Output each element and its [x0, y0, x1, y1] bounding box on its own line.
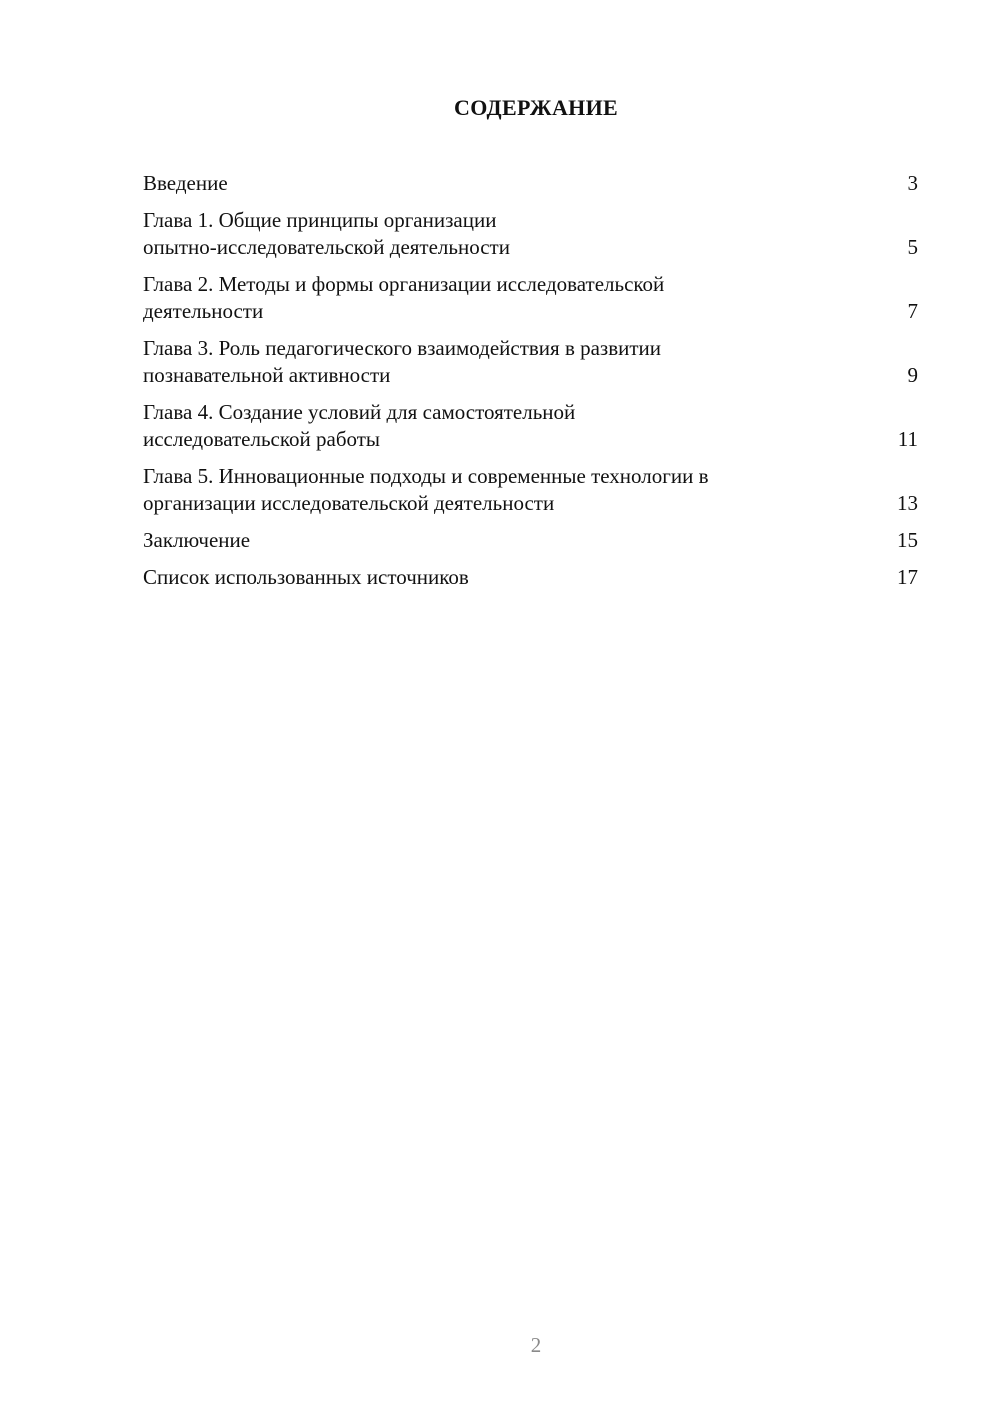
toc-entry-label-line: организации исследовательской деятельности [143, 491, 555, 515]
toc-entry-label [143, 271, 664, 325]
toc-entry-chapter-3 [143, 335, 918, 389]
toc-entry-references [143, 564, 918, 591]
toc-entry-label-line: Глава 3. Роль педагогического взаимодействия в развитии [143, 336, 662, 360]
toc-entry-page: 11 [897, 427, 918, 451]
toc-entry-label-line: Глава 1. Общие принципы организации [143, 208, 497, 232]
toc-entry-label [143, 399, 575, 453]
toc-entry-label [143, 335, 661, 389]
toc-entry-label-line: Список использованных источников [143, 565, 469, 589]
toc-entry-label-line: исследовательской работы [143, 427, 381, 451]
toc-entry-page: 7 [907, 299, 918, 323]
toc-entry-page: 5 [907, 235, 918, 259]
toc-entry-page: 13 [897, 491, 918, 515]
toc-entry-page: 9 [907, 363, 918, 387]
toc-entry-label-line: Введение [143, 171, 228, 195]
table-of-contents [143, 170, 918, 601]
toc-entry-conclusion [143, 527, 918, 554]
toc-entry-label-line: опытно-исследовательской деятельности [143, 235, 510, 259]
toc-entry-label [143, 463, 709, 517]
toc-entry-label-line: Глава 2. Методы и формы организации исследовательской [143, 272, 665, 296]
page-title: СОДЕРЖАНИЕ [454, 95, 618, 120]
toc-entry-label-line: познавательной активности [143, 363, 391, 387]
toc-entry-chapter-2 [143, 271, 918, 325]
toc-entry-page: 15 [897, 528, 918, 552]
toc-entry-introduction [143, 170, 918, 197]
toc-entry-label [143, 170, 228, 197]
toc-entry-chapter-4 [143, 399, 918, 453]
toc-entry-label-line: Глава 5. Инновационные подходы и современные технологии в [143, 464, 709, 488]
toc-entry-label-line: деятельности [143, 299, 264, 323]
toc-entry-label [143, 207, 510, 261]
toc-entry-chapter-1 [143, 207, 918, 261]
toc-entry-chapter-5 [143, 463, 918, 517]
page-number: 2 [530, 1333, 542, 1357]
toc-entry-page: 17 [897, 565, 918, 589]
toc-entry-label-line: Заключение [143, 528, 251, 552]
toc-entry-label [143, 564, 469, 591]
toc-entry-label-line: Глава 4. Создание условий для самостоятельной [143, 400, 576, 424]
toc-entry-label [143, 527, 250, 554]
toc-entry-page: 3 [907, 171, 918, 195]
